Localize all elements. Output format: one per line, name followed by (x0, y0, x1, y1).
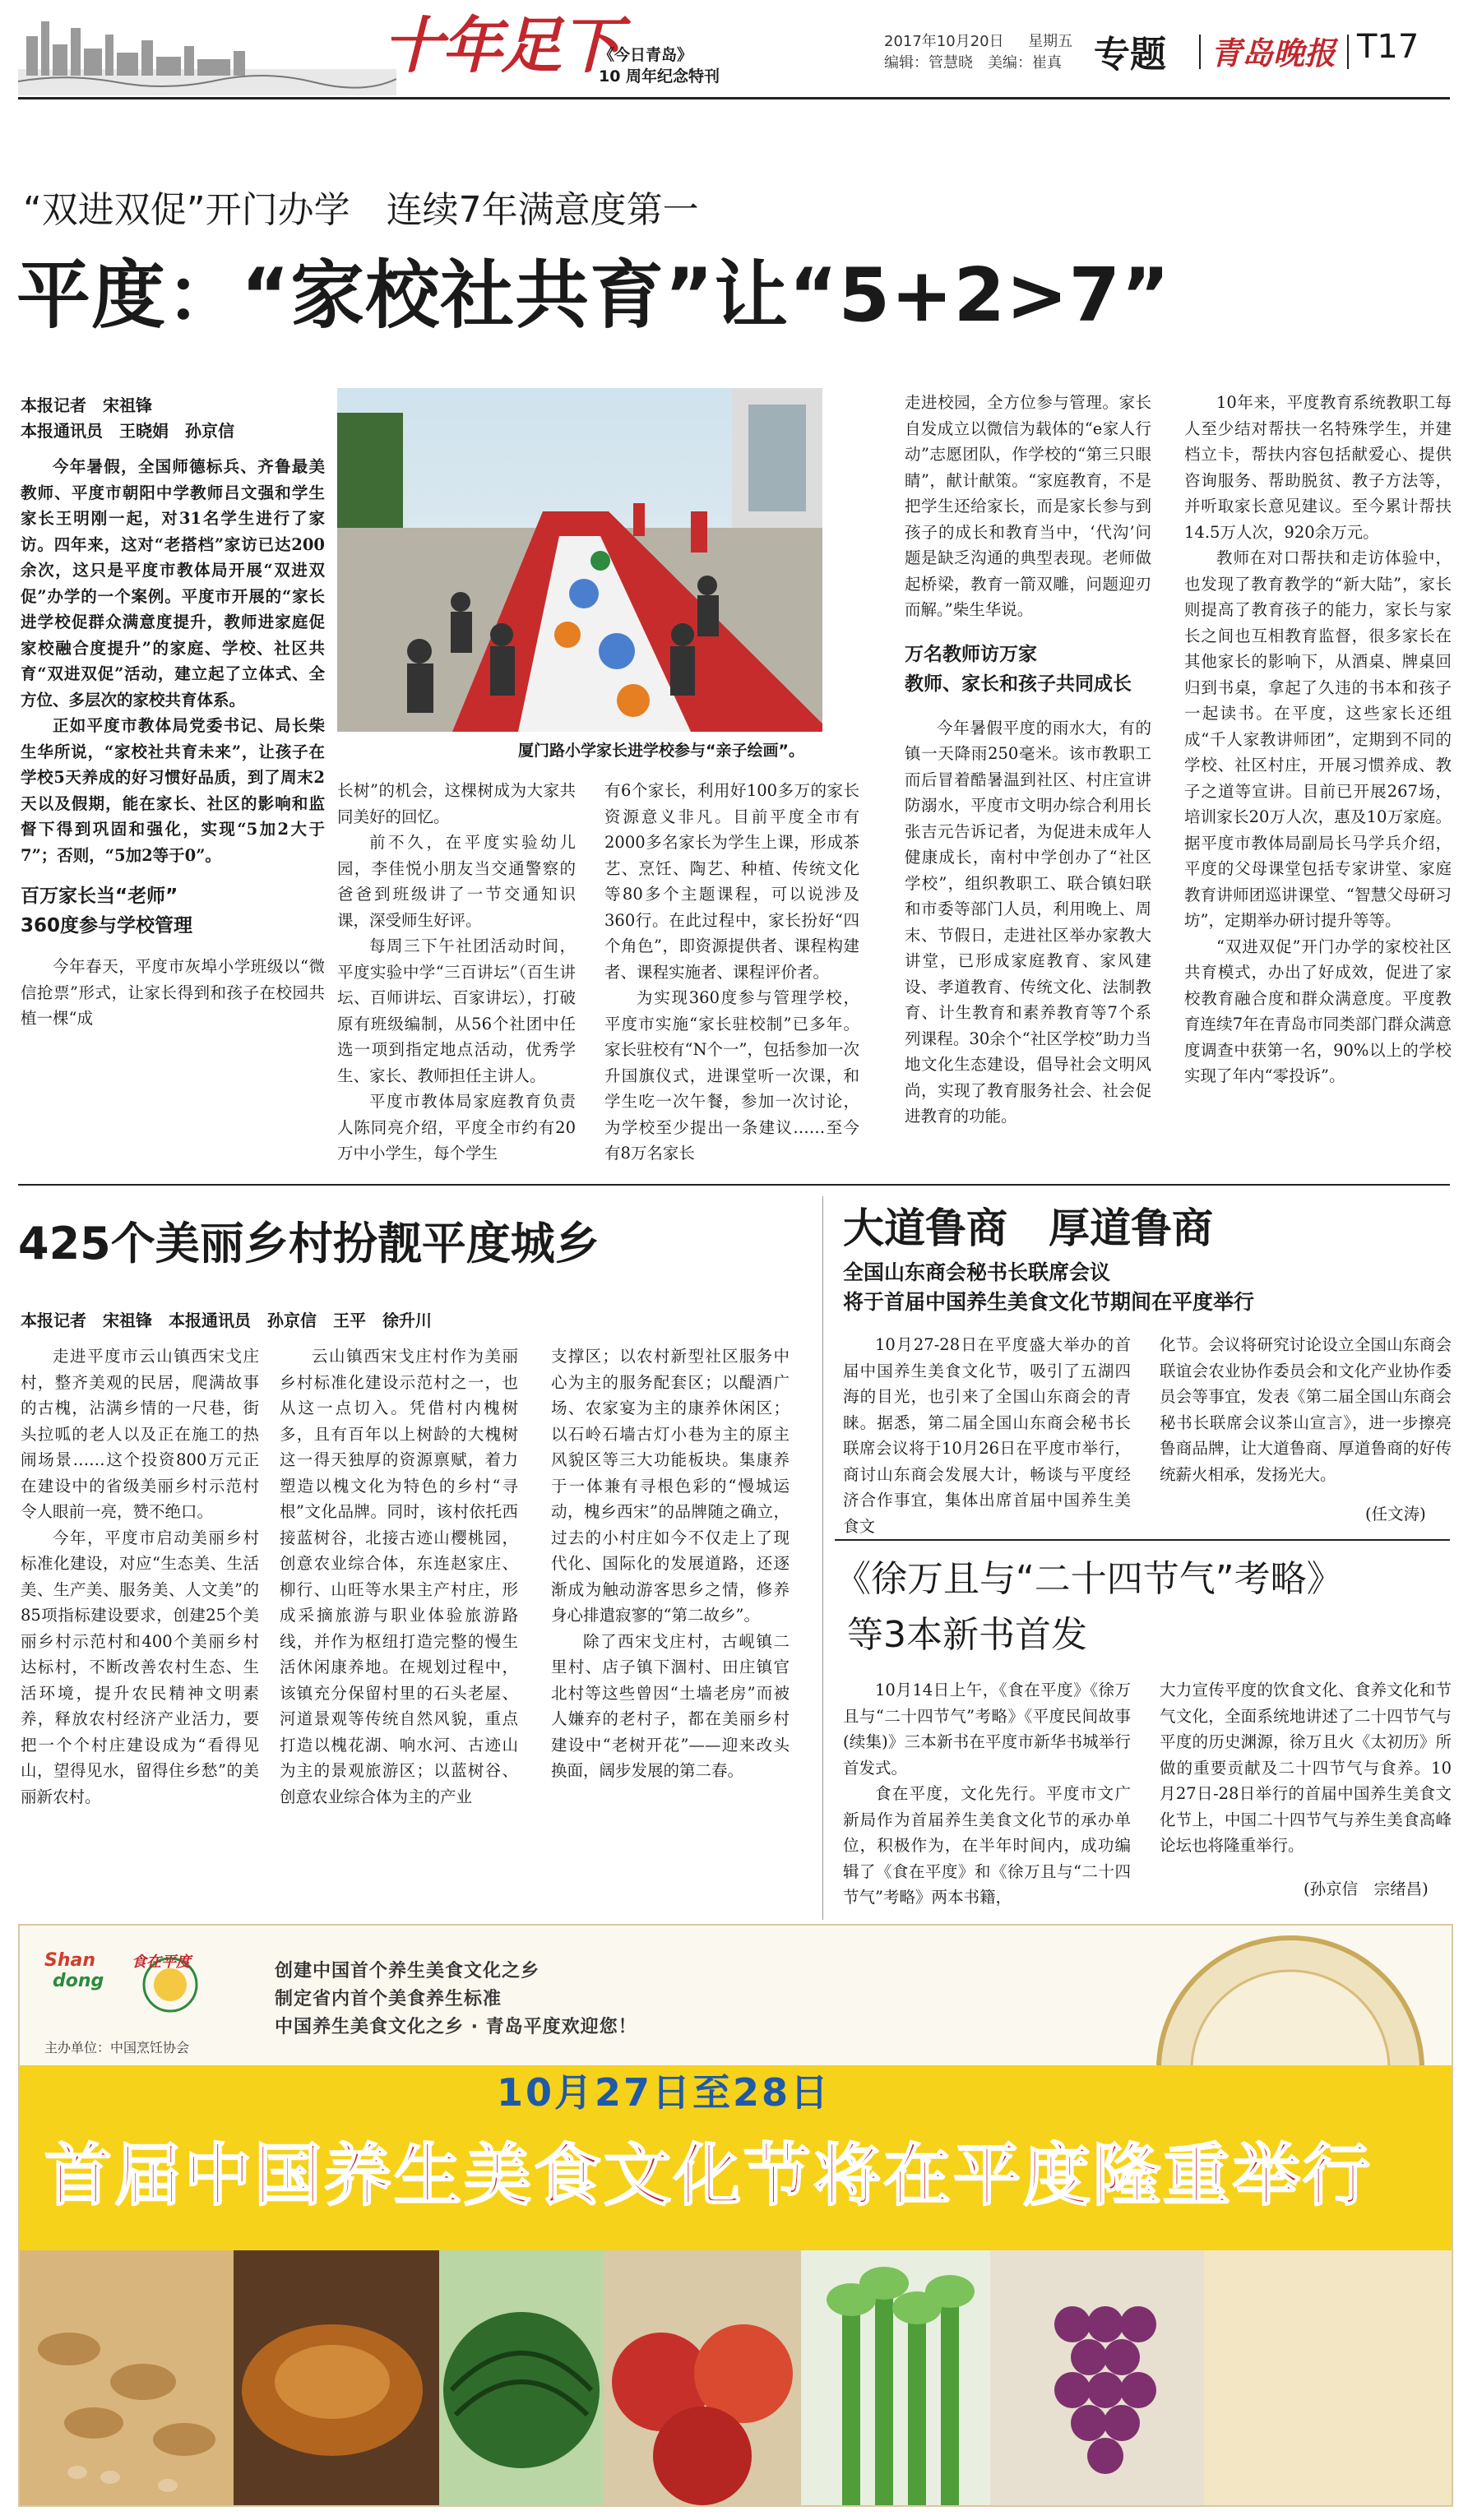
page-number: T17 (1357, 28, 1419, 66)
paragraph: 云山镇西宋戈庄村作为美丽乡村标准化建设示范村之一，也从这一点切入。凭借村内槐树多，且有百年以上树龄的大槐树这一得天独厚的资源禀赋，着力塑造以槐文化为特色的乡村“寻根”文化品牌。同时，该村依托西接蓝树谷，北接古迹山樱桃园，创意农业综合体，东连赵家庄、柳行、山旺等水果主产村庄，形成采摘旅游与职业体验旅游路线，并作为枢纽打造完整的慢生活休闲康养地。在规划过程中，该镇充分保留村里的石头老屋、河道景观等传统自然风貌，重点打造以槐花湖、响水河、古迹山为主的景观旅游区；以蓝树谷、创意农业综合体为主的产业 (280, 1347, 518, 1806)
article-4-author: (孙京信 宗绪昌) (1304, 1880, 1429, 1898)
paragraph: 今年暑假平度的雨水大，有的镇一天降雨250毫米。该市教职工而后冒着酷暑温到社区、村庄宣讲防溺水，平度市文明办综合利用长张吉元告诉记者，为促进未成年人健康成长，南村中学创办了“社区学校”，组织教职工、联合镇妇联和市委等部门人员，利用晚上、周末、节假日，走进社区举办家教大讲堂，已形成家庭教育、家风建设、孝道教育、传统文化、法制教育、计生教育和素养教育等7个系列课程。30余个“社区学校”助力当地文化生态建设，倡导社会文明风尚，实现了教育服务社会、社会促进教育的功能。 (905, 718, 1151, 1126)
article-1-col-2 (337, 778, 576, 1164)
byline: 本报通讯员 王晓娟 孙京信 (21, 421, 234, 441)
banner-line-2: 制定省内首个美食养生标准 (275, 1989, 502, 2009)
paragraph: 教师在对口帮扶和走访体验中，也发现了教育教学的“新大陆”，家长则提高了教育孩子的能力，家长与家长之间也互相教育监督，很多家长在其他家长的影响下，从酒桌、牌桌回归到书桌，拿起了久违的书本和孩子一起读书。在平度，这些家长还组成“千人家教讲师团”，定期到不同的学校、社区村庄，开展习惯养成、教子之道等宣讲。目前已开展267场，培训家长20万人次，惠及10万家庭。据平度市教体局副局长马学兵介绍，平度的父母课堂包括专家讲堂、家庭教育讲师团巡讲课堂、“智慧父母研习坊”，定期举办研讨提升等等。 (1184, 548, 1452, 930)
article-4-headline-1: 《徐万且与“二十四节气”考略》 (835, 1558, 1343, 1600)
paragraph: 除了西宋戈庄村，古岘镇二里村、店子镇下涸村、田庄镇官北村等这些曾因“土墙老房”而被人嫌弃的老村子，都在美丽乡村建设中“老树开花”——迎来改头换面，阔步发展的第二春。 (551, 1631, 790, 1780)
article-2-byline: 本报记者 宋祖锋 本报通讯员 孙京信 王平 徐升川 (21, 1311, 432, 1330)
byline: 本报记者 宋祖锋 (21, 395, 152, 415)
paragraph: 长树”的机会，这棵树成为大家共同美好的回忆。 (337, 781, 576, 826)
paragraph: “双进双促”开门办学的家校社区共育模式，办出了好成效，促进了家校教育融合度和群众满意度。平度教育连续7年在青岛市同类部门群众满意度调查中获第一名，90%以上的学校实现了年内“零投诉”。 (1184, 936, 1452, 1085)
photo-caption: 厦门路小学家长进学校参与“亲子绘画”。 (518, 742, 804, 760)
article-3-col-1 (843, 1332, 1131, 1546)
paragraph: 前不久，在平度实验幼儿园，李佳悦小朋友当交通警察的爸爸到班级讲了一节交通知识课，深受师生好评。 (337, 833, 576, 930)
paper-name: 青岛晚报 (1211, 35, 1336, 72)
article-4-col-1 (843, 1677, 1131, 1916)
peanuts-image (20, 2250, 234, 2505)
article-1-col-5 (1184, 390, 1452, 1179)
article-1-col-4 (905, 390, 1151, 1179)
section-divider (18, 1184, 1450, 1186)
paragraph: 今年春天，平度市灰埠小学班级以“微信抢票”形式，让家长得到和孩子在校园共植一棵“成 (21, 957, 325, 1028)
article-1-headline: 平度：“家校社共育”让“5+2>7” (16, 252, 1171, 339)
date: 2017年10月20日 (884, 33, 1004, 50)
article-3-subhead-2: 将于首届中国养生美食文化节期间在平度举行 (843, 1290, 1255, 1314)
article-3-subhead-1: 全国山东商会秘书长联席会议 (843, 1260, 1111, 1284)
masthead-rule (18, 97, 1450, 99)
article-1-col-1 (21, 393, 325, 1133)
article-1-col-3 (604, 778, 859, 1164)
masthead-brand: 十年足下 (382, 11, 619, 81)
editors: 编辑：管慧晓 美编：崔真 (884, 54, 1062, 72)
article-4-headline-2: 等3本新书首发 (847, 1614, 1087, 1656)
article-3-col-2 (1160, 1332, 1452, 1496)
paragraph: 平度市教体局家庭教育负责人陈同亮介绍，平度全市约有20万中小学生，每个学生 (337, 1092, 576, 1163)
paragraph: 10月27-28日在平度盛大举办的首届中国养生美食文化节，吸引了五湖四海的目光，也引来了全国山东商会的青睐。据悉，第二届全国山东商会秘书长联席会议将于10月26日在平度市举行，商讨山东商会发展大计，畅谈与平度经济合作事宜，集体出席首届中国养生美食文 (843, 1335, 1131, 1536)
banner-line-3: 中国养生美食文化之乡 · 青岛平度欢迎您！ (275, 2017, 637, 2037)
masthead-brand-sub2: 10 周年纪念特刊 (599, 67, 720, 86)
banner-line-1: 创建中国首个养生美食文化之乡 (275, 1961, 540, 1981)
section-divider (835, 1539, 1450, 1541)
paragraph: 10年来，平度教育系统教职工每人至少结对帮扶一名特殊学生，并建档立卡，帮扶内容包括献爱心、提供咨询服务、帮助脱贫、教子方法等，并听取家长意见建议。至今累计帮扶14.5万人次，920余万元。 (1184, 393, 1452, 542)
greens-image (801, 2250, 990, 2505)
paragraph: 食在平度，文化先行。平度市文广新局作为首届养生美食文化节的承办单位，积极作为，在半年时间内，成功编辑了《食在平度》和《徐万且与“二十四节气”考略》两本书籍， (843, 1784, 1131, 1907)
skyline-illustration (18, 12, 396, 95)
paragraph: 为实现360度参与管理学校，平度市实施“家长驻校制”已多年。家长驻校有“N个一”，包括参加一次升国旗仪式，进课堂听一次课，和学生吃一次午餐，参加一次讨论，为学校至少提出一条建议……至今有8万名家长 (604, 988, 859, 1163)
article-2-col-2 (280, 1343, 518, 1911)
subhead: 百万家长当“老师” (21, 885, 178, 907)
paragraph: 走进平度市云山镇西宋戈庄村，整齐美观的民居，爬满故事的古槐，沾满乡情的一尺巷，街头拉呱的老人以及正在施工的热闹场景……这个投资800万元正在建设中的省级美丽乡村示范村令人眼前一亮，赞不绝口。 (21, 1347, 259, 1521)
section-name: 专题 (1094, 34, 1166, 76)
column-divider (822, 1196, 823, 1920)
apples-image (604, 2250, 801, 2505)
weekday: 星期五 (1028, 33, 1073, 50)
masthead-divider (1199, 35, 1201, 69)
grapes-image (990, 2250, 1204, 2505)
subhead: 万名教师访万家 (905, 643, 1037, 665)
article-2-col-3 (551, 1343, 790, 1911)
logo-text-bottom: dong (53, 1971, 104, 1991)
banner-date: 10月27日至28日 (497, 2070, 831, 2115)
paragraph: 今年，平度市启动美丽乡村标准化建设，对应“生态美、生活美、生产美、服务美、人文美”的85项指标建设要求，创建25个美丽乡村示范村和400个美丽乡村达标村，不断改善农村生态、生活环境，提升农民精神文明素养，释放农村经济产业活力，要把一个个村庄建设成为“看得见山，望得见水，留得住乡愁”的美丽新农村。 (21, 1528, 259, 1806)
article-1-kicker: “双进双促”开门办学 连续7年满意度第一 (23, 189, 699, 231)
paragraph: 化节。会议将研究讨论设立全国山东商会联谊会农业协作委员会和文化产业协作委员会等事宜，发表《第二届全国山东商会秘书长联席会议茶山宣言》，进一步擦亮鲁商品牌，让大道鲁商、厚道鲁商的好传统薪火相承，发扬光大。 (1160, 1335, 1452, 1484)
shandong-logo (44, 1950, 110, 2008)
paragraph: 每周三下午社团活动时间，平度实验中学“三百讲坛”（百生讲坛、百师讲坛、百家讲坛），打破原有班级编制，从56个社团中任选一项到指定地点活动，优秀学生、家长、教师担任主讲人。 (337, 936, 576, 1085)
banner-sponsor: 主办单位：中国烹饪协会 (44, 2040, 190, 2055)
food-images (20, 2250, 1452, 2505)
subhead: 教师、家长和孩子共同成长 (905, 673, 1132, 695)
logo-text-top: Shan (44, 1950, 96, 1971)
roast-chicken-image (234, 2250, 439, 2505)
watermelon-image (439, 2250, 604, 2505)
subhead: 360度参与学校管理 (21, 915, 193, 936)
festival-banner (18, 1924, 1453, 2507)
article-3-headline: 大道鲁商 厚道鲁商 (843, 1205, 1213, 1252)
masthead-brand-sub1: 《今日青岛》 (599, 46, 693, 64)
article-4-col-2 (1160, 1677, 1452, 1875)
paragraph: 10月14日上午，《食在平度》《徐万且与“二十四节气”考略》《平度民间故事(续集)》三本新书在平度市新华书城举行首发式。 (843, 1681, 1131, 1778)
banner-slogan: 首届中国养生美食文化节将在平度隆重举行 (44, 2137, 1373, 2215)
paragraph: 支撑区；以农村新型社区服务中心为主的服务配套区；以醍酒广场、农家宴为主的康养休闲区；以石岭石墙古灯小巷为主的原主风貌区等三大功能板块。集康养于一体兼有寻根色彩的“慢城运动，槐乡西宋”的品牌随之确立，过去的小村庄如今不仅走上了现代化、国际化的发展道路，还逐渐成为触动游客思乡之情，修养身心排遣寂寥的“第二故乡”。 (551, 1347, 790, 1625)
masthead (0, 0, 1468, 103)
paragraph: 今年暑假，全国师德标兵、齐鲁最美教师、平度市朝阳中学教师吕文强和学生家长王明刚一起，对31名学生进行了家访。四年来，这对“老搭档”家访已达200余次，这只是平度市教体局开展“双进双促”办学的一个案例。平度市开展的“家长进学校促群众满意度提升，教师进家庭促家校融合度提升”的家庭、学校、社区共育“双进双促”活动，建立起了立体式、全方位、多层次的家校共育体系。 (21, 457, 325, 710)
paragraph: 走进校园，全方位参与管理。家长自发成立以微信为载体的“e家人行动”志愿团队，作学校的“第三只眼睛”，献计献策。“家庭教育，不是把学生还给家长，而是家长参与到孩子的成长和教育当中，‘代沟’问题是缺乏沟通的典型表现。老师做起桥梁，教育一箭双雕，问题迎刃而解。”柴生华说。 (905, 393, 1151, 619)
paragraph: 大力宣传平度的饮食文化、食养文化和节气文化，全面系统地讲述了二十四节气与平度的历史渊源，徐万且火《太初历》所做的重要贡献及二十四节气与食养。10月27日-28日举行的首届中国养生美食文化节上，中国二十四节气与养生美食高峰论坛也将隆重举行。 (1160, 1681, 1452, 1855)
issue-date (884, 30, 1072, 51)
food-pingdu-logo (125, 1949, 215, 2014)
masthead-divider (1347, 35, 1349, 69)
article-2-col-1 (21, 1343, 259, 1911)
logo-text: 食在平度 (132, 1954, 191, 1971)
article-2-headline: 425个美丽乡村扮靓平度城乡 (18, 1218, 600, 1269)
paragraph: 有6个家长，利用好100多万的家长资源意义非凡。目前平度全市有2000多名家长为学生上课，形成茶艺、烹饪、陶艺、种植、传统文化等80多个主题课程，可以说涉及360行。在此过程中，家长扮好“四个角色”，即资源提供者、课程构建者、课程实施者、课程评价者。 (604, 781, 859, 982)
school-painting-photo (337, 388, 822, 732)
paragraph: 正如平度市教体局党委书记、局长柴生华所说，“家校社共育未来”，让孩子在学校5天养成的好习惯好品质，到了周末2天以及假期，能在家长、社区的影响和监督下得到巩固和强化，实现“5加2大于7”；否则，“5加2等于0”。 (21, 716, 325, 865)
article-3-author: (任文涛) (1365, 1505, 1426, 1524)
